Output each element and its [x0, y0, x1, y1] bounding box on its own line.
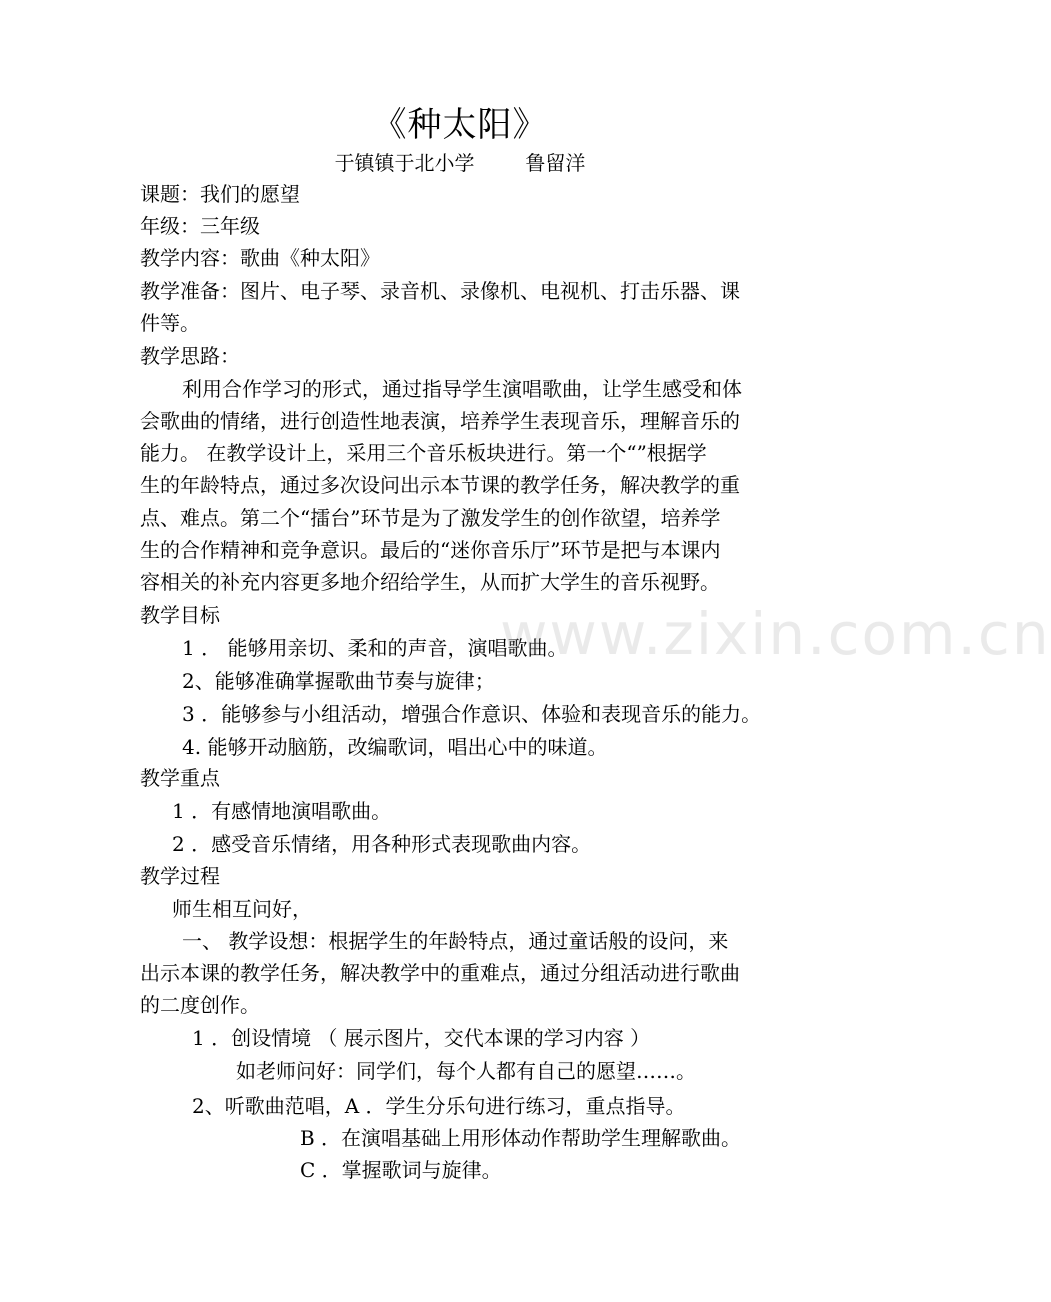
text-line-example: 如老师问好：同学们，每个人都有自己的愿望……。 [236, 1059, 696, 1083]
list-item: 1 ．有感情地演唱歌曲。 [172, 799, 392, 823]
text-line-content: 教学内容：歌曲《种太阳》 [140, 246, 380, 270]
paragraph-line: 利用合作学习的形式，通过指导学生演唱歌曲，让学生感受和体 [182, 377, 742, 401]
paragraph-line: 能力。 在教学设计上，采用三个音乐板块进行。第一个“”根据学 [140, 441, 707, 465]
paragraph-line: 点、难点。第二个“擂台”环节是为了激发学生的创作欲望，培养学 [140, 506, 721, 530]
list-item: 1 ．创设情境 （ 展示图片，交代本课的学习内容 ） [192, 1026, 651, 1050]
watermark: www.zixin.com.cn [500, 600, 1051, 668]
text-line-approach-heading: 教学思路： [140, 344, 240, 368]
list-item: 2、听歌曲范唱，A ．学生分乐句进行练习，重点指导。 [192, 1094, 686, 1118]
paragraph-line: 出示本课的教学任务，解决教学中的重难点，通过分组活动进行歌曲 [140, 961, 740, 985]
list-item: 1 ． 能够用亲切、柔和的声音，演唱歌曲。 [182, 636, 568, 660]
section-heading-goals: 教学目标 [140, 603, 220, 627]
paragraph-line: 容相关的补充内容更多地介绍给学生，从而扩大学生的音乐视野。 [140, 570, 720, 594]
paragraph-line: 生的年龄特点，通过多次设问出示本节课的教学任务，解决教学的重 [140, 473, 740, 497]
list-item: 2、能够准确掌握歌曲节奏与旋律； [182, 669, 495, 693]
paragraph-line: 一、 教学设想：根据学生的年龄特点，通过童话般的设问，来 [182, 929, 729, 953]
paragraph-line: 的二度创作。 [140, 993, 260, 1017]
text-line-grade: 年级：三年级 [140, 214, 260, 238]
section-heading-process: 教学过程 [140, 864, 220, 888]
section-heading-focus: 教学重点 [140, 766, 220, 790]
text-line-preparation-cont: 件等。 [140, 311, 200, 335]
paragraph-line: 生的合作精神和竞争意识。最后的“迷你音乐厅”环节是把与本课内 [140, 538, 721, 562]
text-line-preparation: 教学准备：图片、电子琴、录音机、录像机、电视机、打击乐器、课 [140, 279, 740, 303]
document-title: 《种太阳》 [372, 105, 548, 145]
list-item: 2 ．感受音乐情绪，用各种形式表现歌曲内容。 [172, 832, 592, 856]
list-item: 4. 能够开动脑筋，改编歌词，唱出心中的味道。 [182, 735, 608, 759]
text-line-topic: 课题：我们的愿望 [140, 182, 300, 206]
list-subitem: B ．在演唱基础上用形体动作帮助学生理解歌曲。 [300, 1126, 742, 1150]
list-item: 3 ．能够参与小组活动，增强合作意识、体验和表现音乐的能力。 [182, 702, 762, 726]
list-subitem: C ．掌握歌词与旋律。 [300, 1158, 502, 1182]
text-line-greeting: 师生相互问好， [172, 897, 312, 921]
author-line: 于镇镇于北小学 鲁留洋 [334, 151, 586, 175]
paragraph-line: 会歌曲的情绪，进行创造性地表演，培养学生表现音乐，理解音乐的 [140, 409, 740, 433]
